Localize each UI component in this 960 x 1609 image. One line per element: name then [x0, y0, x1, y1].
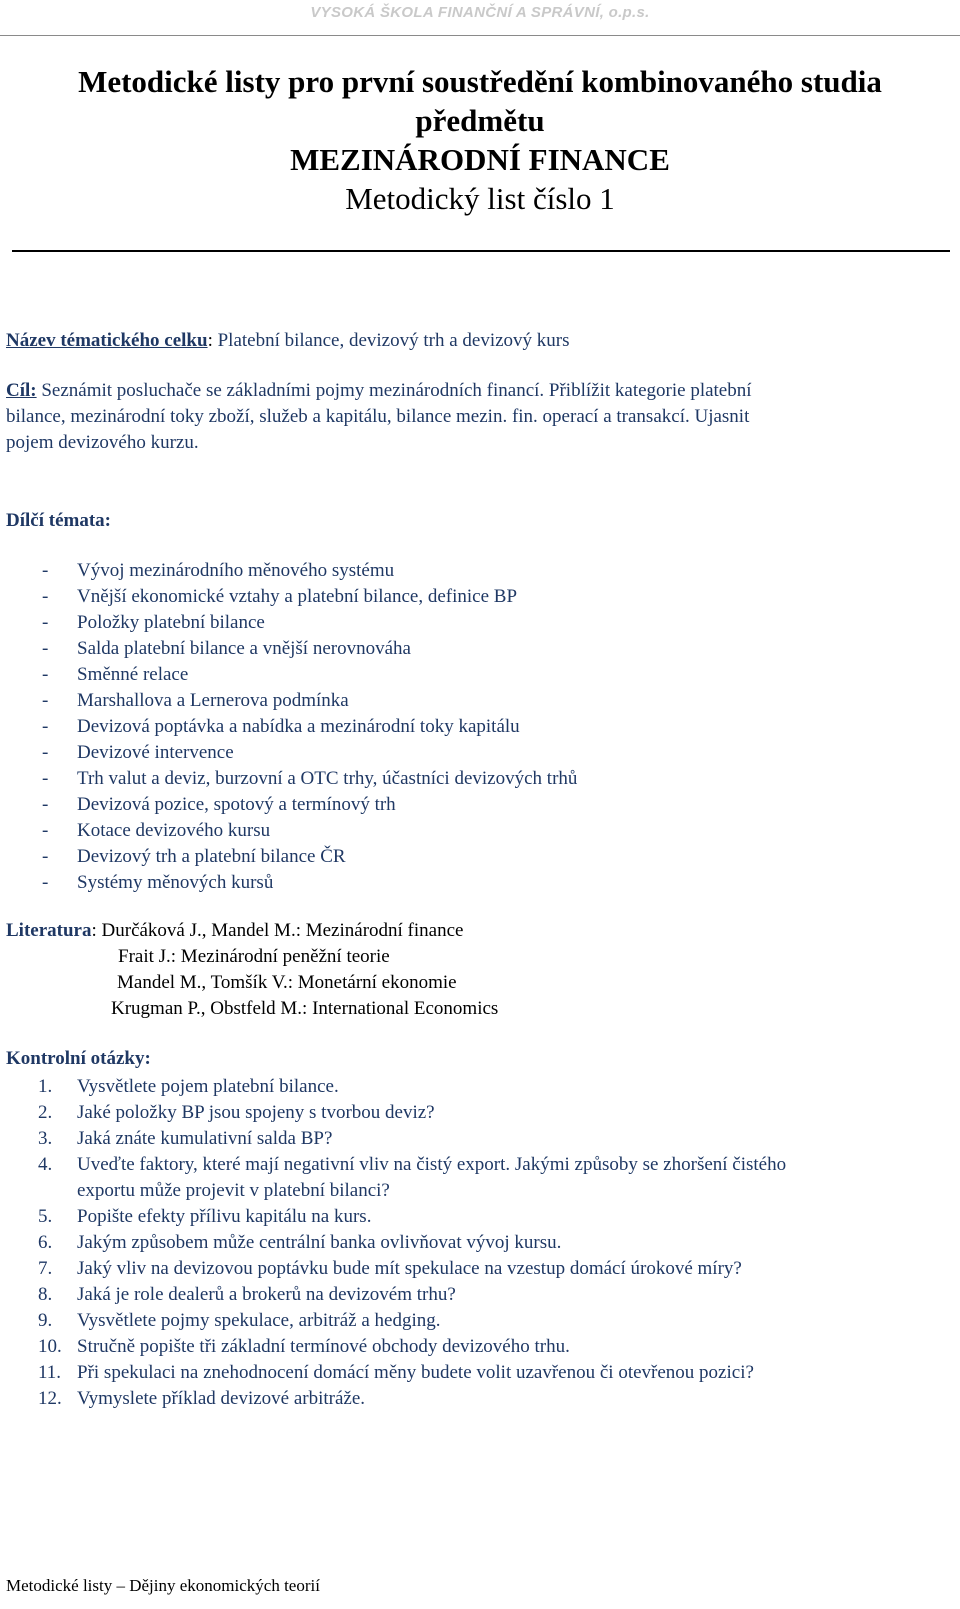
goal-label: Cíl: [6, 380, 37, 401]
subtopic-text: Směnné relace [77, 664, 189, 685]
question-item [6, 1074, 946, 1100]
subtopic-text: Kotace devizového kursu [77, 820, 271, 841]
question-item [6, 1282, 946, 1308]
question-number: 7. [38, 1258, 53, 1279]
subtopic-item [6, 714, 946, 740]
question-item [6, 1152, 946, 1204]
dash-bullet: - [42, 716, 49, 737]
subtopic-text: Systémy měnových kursů [77, 872, 274, 893]
literature-item: Mandel M., Tomšík V.: Monetární ekonomie [117, 972, 457, 993]
literature-separator: : [91, 920, 97, 941]
subtopic-text: Devizová pozice, spotový a termínový trh [77, 794, 396, 815]
question-text: Vymyslete příklad devizové arbitráže. [77, 1388, 366, 1409]
questions-list-container [6, 1074, 946, 1412]
dash-bullet: - [42, 846, 49, 867]
subtopic-item [6, 558, 946, 584]
question-number: 9. [38, 1310, 53, 1331]
question-number: 3. [38, 1128, 53, 1149]
question-text: Uveďte faktory, které mají negativní vliv na čistý export. Jakými způsoby se zhoršení čistého [77, 1154, 787, 1175]
question-item [6, 1386, 946, 1412]
question-text: Jaké položky BP jsou spojeny s tvorbou deviz? [77, 1102, 435, 1123]
subtopic-text: Devizový trh a platební bilance ČR [77, 846, 346, 867]
subtopic-item [6, 610, 946, 636]
dash-bullet: - [42, 768, 49, 789]
subtopic-text: Marshallova a Lernerova podmínka [77, 690, 349, 711]
question-text: Jakým způsobem může centrální banka ovlivňovat vývoj kursu. [77, 1232, 562, 1253]
question-number: 6. [38, 1232, 53, 1253]
question-item [6, 1100, 946, 1126]
question-number: 2. [38, 1102, 53, 1123]
question-number: 1. [38, 1076, 53, 1097]
question-text: Jaká znáte kumulativní salda BP? [77, 1128, 333, 1149]
title-course: MEZINÁRODNÍ FINANCE [290, 142, 670, 177]
dash-bullet: - [42, 560, 49, 581]
question-text: Jaká je role dealerů a brokerů na devizovém trhu? [77, 1284, 456, 1305]
subtopic-text: Devizové intervence [77, 742, 234, 763]
question-item [6, 1256, 946, 1282]
title-divider [12, 250, 950, 252]
literature-item: Frait J.: Mezinárodní peněžní teorie [118, 946, 390, 967]
question-item [6, 1308, 946, 1334]
subtopic-text: Salda platební bilance a vnější nerovnováha [77, 638, 411, 659]
topic-line [6, 328, 946, 354]
subtopic-item [6, 662, 946, 688]
goal-line-3: pojem devizového kurzu. [6, 432, 199, 453]
question-text-continued: exportu může projevit v platební bilanci? [77, 1180, 390, 1201]
topic-text: Platební bilance, devizový trh a devizový kurs [212, 330, 570, 351]
subtopic-item [6, 870, 946, 896]
goal-line-2: bilance, mezinárodní toky zboží, služeb a kapitálu, bilance mezin. fin. operací a transakcí. Ujasnit [6, 406, 750, 427]
goal-line-1: Seznámit posluchače se základními pojmy mezinárodních financí. Přiblížit kategorie platební [36, 380, 752, 401]
question-item [6, 1334, 946, 1360]
dash-bullet: - [42, 664, 49, 685]
subtopics-heading: Dílčí témata: [6, 510, 111, 531]
subtopic-item [6, 792, 946, 818]
question-text: Stručně popište tři základní termínové obchody devizového trhu. [77, 1336, 570, 1357]
dash-bullet: - [42, 586, 49, 607]
question-text: Vysvětlete pojmy spekulace, arbitráž a hedging. [77, 1310, 441, 1331]
school-header: VYSOKÁ ŠKOLA FINANČNÍ A SPRÁVNÍ, o.p.s. [310, 4, 650, 21]
dash-bullet: - [42, 742, 49, 763]
question-number: 11. [38, 1362, 62, 1383]
dash-bullet: - [42, 820, 49, 841]
subtopic-text: Vnější ekonomické vztahy a platební bilance, definice BP [77, 586, 518, 607]
subtopic-item [6, 844, 946, 870]
question-number: 5. [38, 1206, 53, 1227]
literature-item: Krugman P., Obstfeld M.: International Economics [111, 998, 499, 1019]
subtopics-list-container [6, 558, 946, 896]
dash-bullet: - [42, 690, 49, 711]
subtopic-text: Vývoj mezinárodního měnového systému [77, 560, 395, 581]
subtopic-item [6, 636, 946, 662]
questions-heading: Kontrolní otázky: [6, 1048, 151, 1069]
question-text: Jaký vliv na devizovou poptávku bude mít spekulace na vzestup domácí úrokové míry? [77, 1258, 742, 1279]
question-text: Při spekulaci na znehodnocení domácí měny budete volit uzavřenou či otevřenou pozici? [77, 1362, 754, 1383]
question-number: 10. [38, 1336, 62, 1357]
subtopic-item [6, 584, 946, 610]
question-item [6, 1360, 946, 1386]
literature-section [6, 918, 946, 1022]
title-sheet-number: Metodický list číslo 1 [345, 181, 615, 216]
subtopic-item [6, 818, 946, 844]
question-number: 8. [38, 1284, 53, 1305]
dash-bullet: - [42, 638, 49, 659]
subtopic-item [6, 766, 946, 792]
question-item [6, 1126, 946, 1152]
dash-bullet: - [42, 612, 49, 633]
dash-bullet: - [42, 872, 49, 893]
subtopic-item [6, 740, 946, 766]
literature-label: Literatura [6, 920, 92, 941]
title-line-2: předmětu [415, 103, 545, 138]
topic-label: Název tématického celku [6, 330, 208, 351]
topic-separator: : [207, 330, 213, 351]
question-text: Popište efekty přílivu kapitálu na kurs. [77, 1206, 372, 1227]
page-footer: Metodické listy – Dějiny ekonomických teorií [6, 1576, 320, 1595]
title-block [0, 62, 960, 219]
subtopic-text: Trh valut a deviz, burzovní a OTC trhy, účastníci devizových trhů [77, 768, 578, 789]
question-item [6, 1204, 946, 1230]
question-item [6, 1230, 946, 1256]
question-number: 12. [38, 1388, 62, 1409]
subtopic-text: Devizová poptávka a nabídka a mezinárodní toky kapitálu [77, 716, 520, 737]
header-divider [0, 35, 960, 36]
subtopic-text: Položky platební bilance [77, 612, 265, 633]
dash-bullet: - [42, 794, 49, 815]
goal-paragraph [6, 378, 946, 456]
question-number: 4. [38, 1154, 53, 1175]
question-text: Vysvětlete pojem platební bilance. [77, 1076, 339, 1097]
title-line-1: Metodické listy pro první soustředění kombinovaného studia [78, 64, 882, 99]
literature-item: Durčáková J., Mandel M.: Mezinárodní finance [101, 920, 464, 941]
subtopics-list [6, 558, 946, 896]
questions-list [6, 1074, 946, 1412]
subtopic-item [6, 688, 946, 714]
